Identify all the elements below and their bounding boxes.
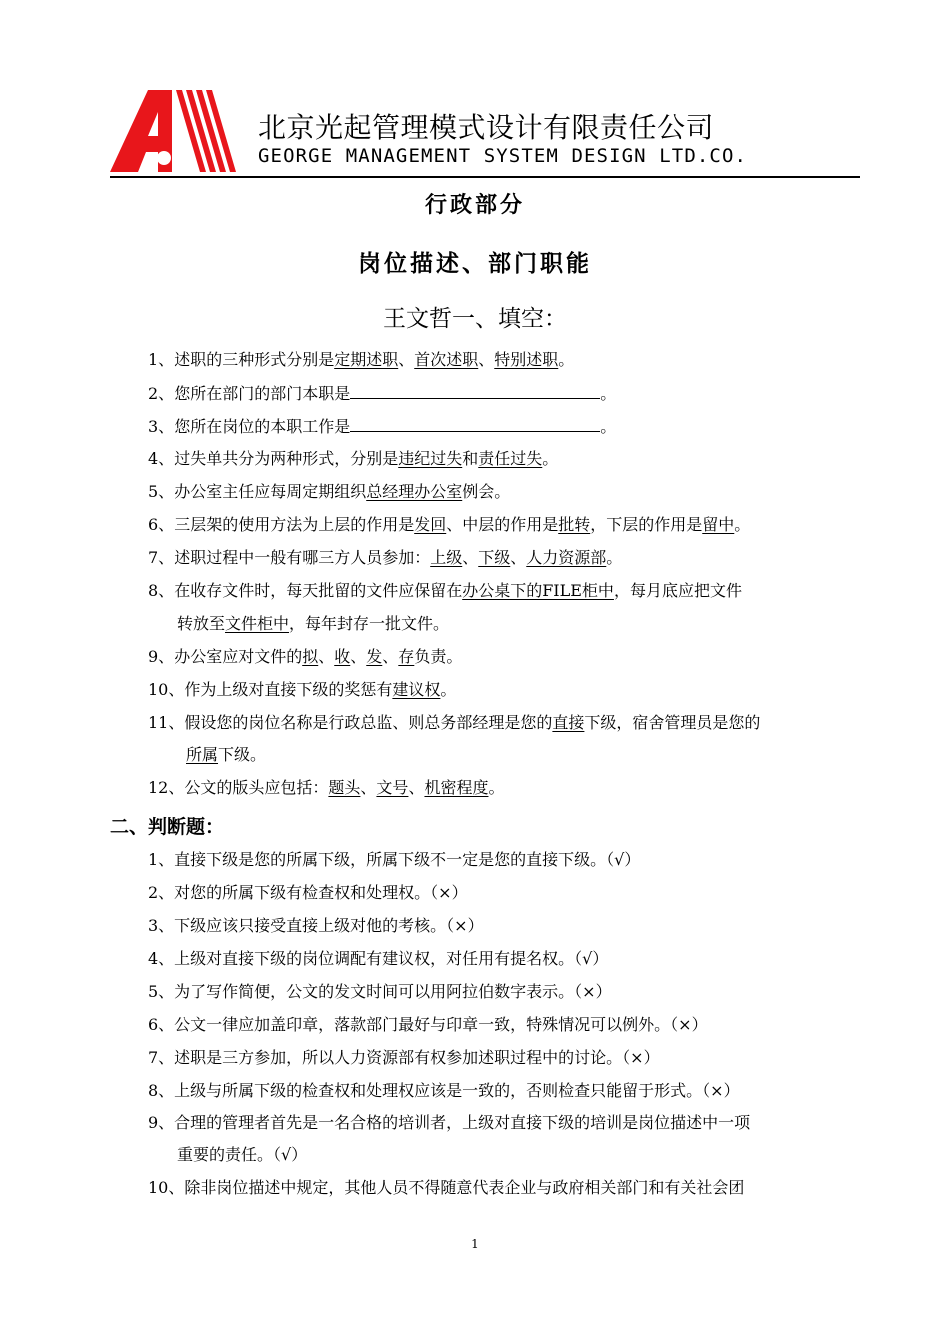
judge-item: 3、下级应该只接受直接上级对他的考核。（×） — [148, 916, 484, 935]
judge-item-continued: 重要的责任。（√） — [177, 1145, 308, 1164]
part1-heading: 王文哲一、填空： — [383, 306, 567, 332]
fill-question: 11、假设您的岗位名称是行政总监、则总务部经理是您的直接下级，宿舍管理员是您的 — [148, 713, 761, 732]
document-subtitle: 岗位描述、部门职能 — [358, 251, 592, 277]
fill-question-continued: 所属下级。 — [186, 745, 267, 764]
fill-question: 5、办公室主任应每周定期组织总经理办公室例会。 — [148, 482, 511, 501]
fill-question-continued: 转放至文件柜中，每年封存一批文件。 — [177, 614, 450, 633]
fill-question: 6、三层架的使用方法为上层的作用是发回、中层的作用是批转，下层的作用是留中。 — [148, 515, 751, 534]
judge-item: 2、对您的所属下级有检查权和处理权。（×） — [148, 883, 468, 902]
judge-item: 10、除非岗位描述中规定，其他人员不得随意代表企业与政府相关部门和有关社会团 — [148, 1178, 745, 1197]
logo-dot — [157, 151, 171, 165]
fill-question: 1、述职的三种形式分别是定期述职、首次述职、特别述职。 — [148, 350, 575, 369]
header-divider — [110, 176, 860, 178]
page-number: 1 — [471, 1237, 479, 1251]
judge-item: 4、上级对直接下级的岗位调配有建议权，对任用有提名权。（√） — [148, 949, 609, 968]
fill-question: 7、述职过程中一般有哪三方人员参加：上级、下级、人力资源部。 — [148, 548, 623, 567]
fill-question: 2、您所在部门的部门本职是 。 — [148, 384, 617, 403]
judge-item: 8、上级与所属下级的检查权和处理权应该是一致的，否则检查只能留于形式。（×） — [148, 1081, 740, 1100]
section-title: 行政部分 — [424, 193, 525, 218]
company-name-cn: 北京光起管理模式设计有限责任公司 — [258, 111, 715, 144]
judge-item: 5、为了写作简便，公文的发文时间可以用阿拉伯数字表示。（×） — [148, 982, 612, 1001]
fill-question: 8、在收存文件时，每天批留的文件应保留在办公桌下的FILE柜中，每月底应把文件 — [148, 581, 742, 600]
fill-question: 4、过失单共分为两种形式，分别是违纪过失和责任过失。 — [148, 449, 559, 468]
fill-question: 10、作为上级对直接下级的奖惩有建议权。 — [148, 680, 457, 699]
fill-question: 12、公文的版头应包括：题头、文号、机密程度。 — [148, 778, 505, 797]
part2-heading: 二、判断题： — [110, 816, 225, 838]
answer-blank — [350, 382, 600, 399]
company-logo — [110, 90, 236, 172]
judge-item: 9、合理的管理者首先是一名合格的培训者，上级对直接下级的培训是岗位描述中一项 — [148, 1113, 751, 1132]
judge-item: 7、述职是三方参加，所以人力资源部有权参加述职过程中的讨论。（×） — [148, 1048, 660, 1067]
answer-blank — [350, 415, 600, 432]
judge-item: 1、直接下级是您的所属下级，所属下级不一定是您的直接下级。（√） — [148, 850, 641, 869]
fill-question: 3、您所在岗位的本职工作是 。 — [148, 417, 617, 436]
company-name-en: GEORGE MANAGEMENT SYSTEM DESIGN LTD.CO. — [258, 145, 748, 167]
fill-question: 9、办公室应对文件的拟、收、发、存负责。 — [148, 647, 463, 666]
judge-item: 6、公文一律应加盖印章，落款部门最好与印章一致，特殊情况可以例外。（×） — [148, 1015, 708, 1034]
